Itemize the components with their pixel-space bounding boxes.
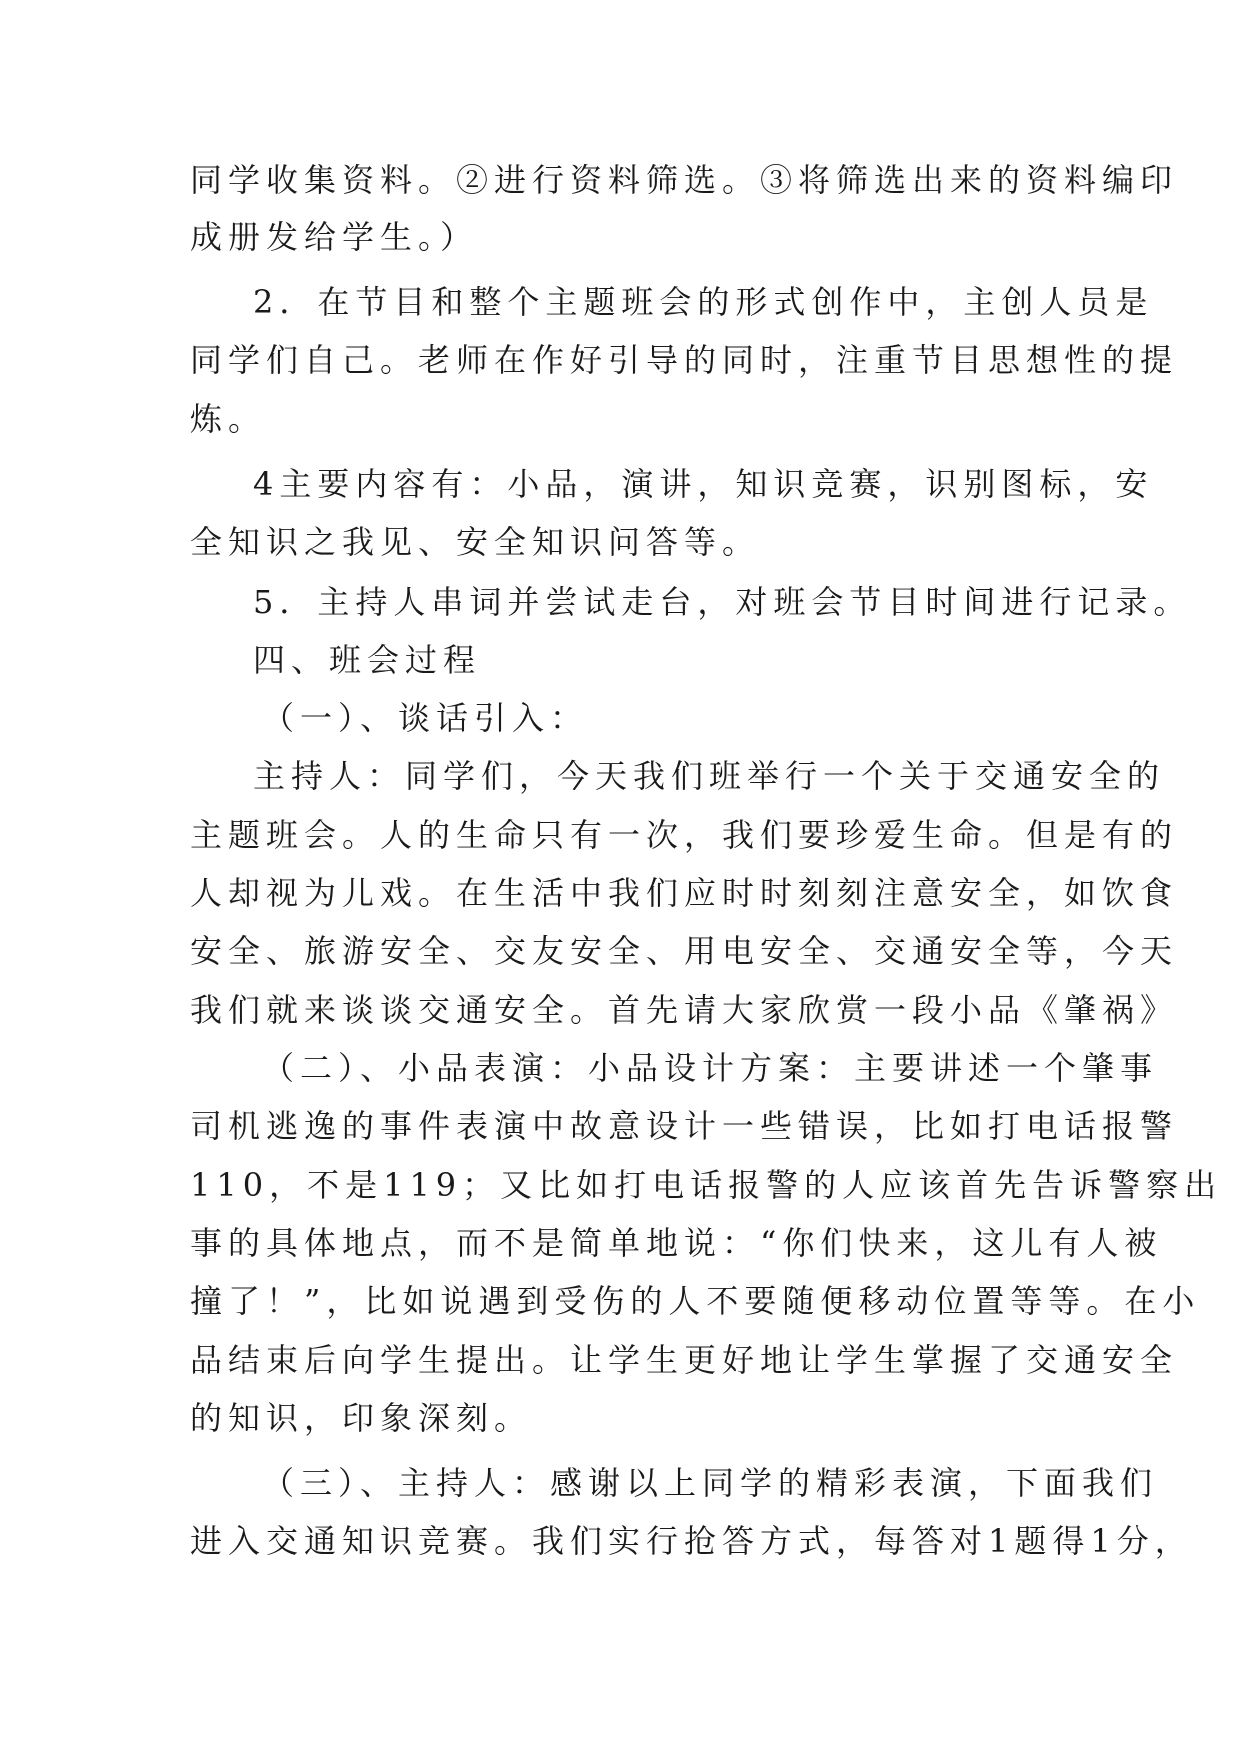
text-line: 2．在节目和整个主题班会的形式创作中，主创人员是 — [253, 283, 1154, 321]
section-heading: 四、班会过程 — [253, 641, 482, 679]
text-line: 司机逃逸的事件表演中故意设计一些错误，比如打电话报警 — [190, 1107, 1179, 1145]
text-line: 事的具体地点，而不是简单地说：“你们快来，这儿有人被 — [190, 1224, 1163, 1262]
text-line: 主题班会。人的生命只有一次，我们要珍爱生命。但是有的 — [190, 816, 1179, 854]
text-line: 110，不是119；又比如打电话报警的人应该首先告诉警察出 — [190, 1166, 1223, 1204]
text-line: 同学收集资料。②进行资料筛选。③将筛选出来的资料编印 — [190, 161, 1179, 199]
text-line: 安全、旅游安全、交友安全、用电安全、交通安全等，今天 — [190, 932, 1179, 970]
text-line: 品结束后向学生提出。让学生更好地让学生掌握了交通安全 — [190, 1341, 1179, 1379]
text-line: 5．主持人串词并尝试走台，对班会节目时间进行记录。 — [253, 583, 1192, 621]
text-line: 成册发给学生。） — [190, 218, 479, 256]
subsection-heading: （一）、谈话引入： — [262, 699, 589, 737]
text-line: （二）、小品表演：小品设计方案：主要讲述一个肇事 — [262, 1049, 1159, 1087]
text-line: 全知识之我见、安全知识问答等。 — [190, 523, 761, 561]
text-line: 我们就来谈谈交通安全。首先请大家欣赏一段小品《肇祸》 — [190, 991, 1179, 1029]
text-line: 进入交通知识竞赛。我们实行抢答方式，每答对1题得1分， — [190, 1522, 1193, 1560]
text-line: 4主要内容有：小品，演讲，知识竞赛，识别图标，安 — [253, 465, 1154, 503]
text-line: 撞了！”，比如说遇到受伤的人不要随便移动位置等等。在小 — [190, 1282, 1201, 1320]
text-line: 炼。 — [190, 400, 267, 438]
text-line: 主持人：同学们，今天我们班举行一个关于交通安全的 — [253, 757, 1166, 795]
text-line: 人却视为儿戏。在生活中我们应时时刻刻注意安全，如饮食 — [190, 874, 1179, 912]
text-line: （三）、主持人：感谢以上同学的精彩表演，下面我们 — [262, 1464, 1159, 1502]
text-line: 的知识，印象深刻。 — [190, 1399, 533, 1437]
text-line: 同学们自己。老师在作好引导的同时，注重节目思想性的提 — [190, 341, 1179, 379]
